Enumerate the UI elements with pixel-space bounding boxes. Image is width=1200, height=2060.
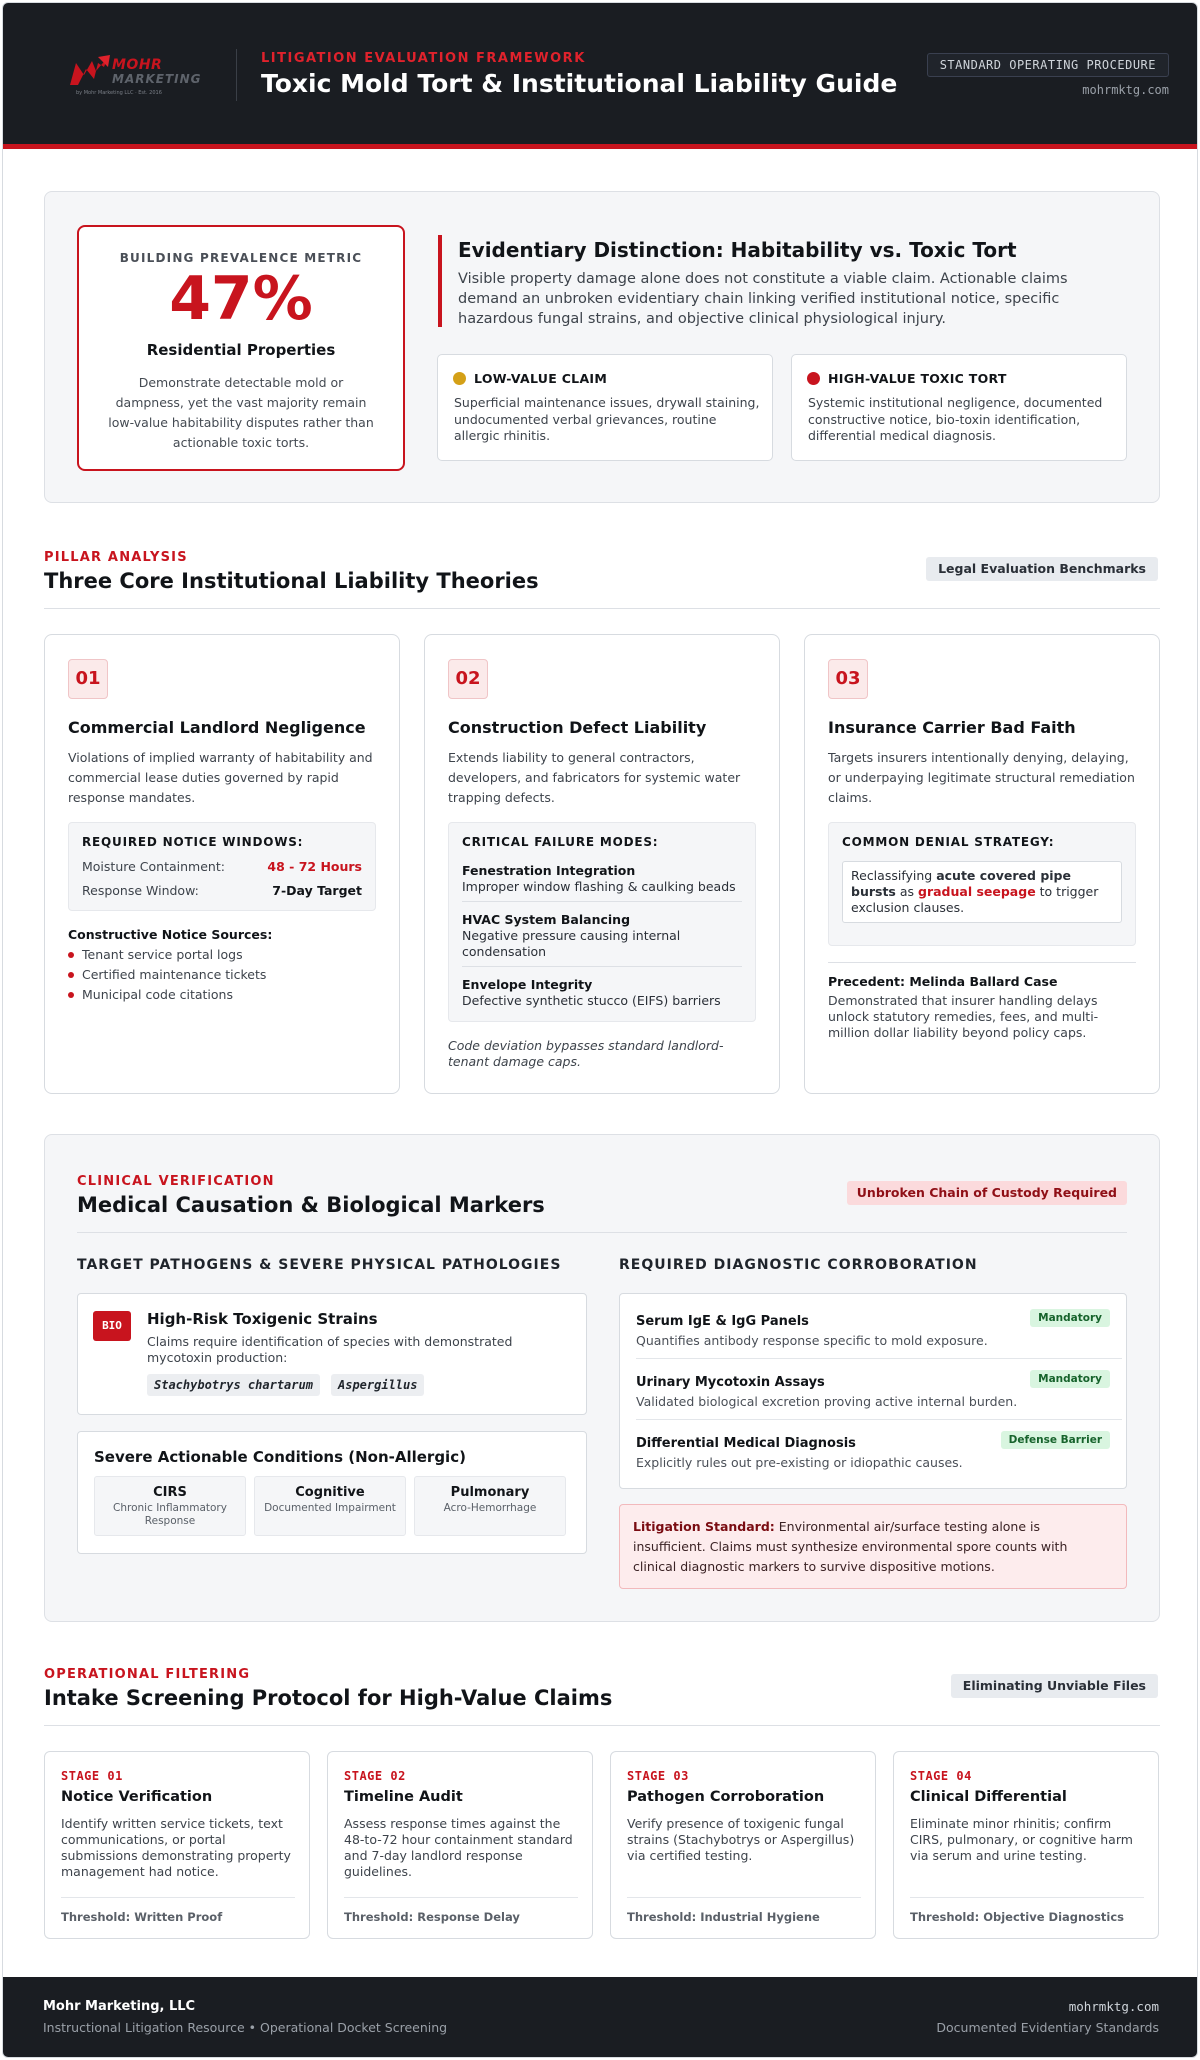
divider: [462, 966, 742, 967]
litigation-standard-text: Environmental air/surface testing alone is insufficient. Claims must synthesize environmental spore counts with clinical diagnostic markers to survive dispositive motions.: [633, 1519, 1068, 1574]
sop-badge: STANDARD OPERATING PROCEDURE: [927, 53, 1169, 77]
pillar-description: Violations of implied warranty of habitability and commercial lease duties governed by rapid response mandates.: [68, 750, 373, 805]
diagnostic-name: Urinary Mycotoxin Assays: [636, 1375, 825, 1390]
footer-company: Mohr Marketing, LLC: [43, 1999, 196, 2014]
divider: [910, 1897, 1144, 1898]
header-eyebrow: LITIGATION EVALUATION FRAMEWORK: [261, 51, 586, 66]
failure-mode-title: Fenestration Integration: [462, 863, 636, 878]
failure-modes-heading: CRITICAL FAILURE MODES:: [462, 835, 659, 849]
pillar-section-title: Three Core Institutional Liability Theories: [44, 569, 539, 593]
stage-title: Clinical Differential: [910, 1789, 1067, 1805]
page: [2, 2, 1198, 2058]
footer: [3, 1977, 1198, 2058]
metric-label: BUILDING PREVALENCE METRIC: [119, 251, 363, 265]
logo-word-secondary: MARKETING: [112, 72, 202, 86]
failure-mode-description: Improper window flashing & caulking beads: [462, 879, 736, 894]
condition-card-cirs: [94, 1476, 246, 1536]
litigation-standard-callout: [619, 1504, 1127, 1589]
stage-description: Eliminate minor rhinitis; confirm CIRS, pulmonary, or cognitive harm via serum and urine testing.: [910, 1816, 1133, 1863]
failure-mode-description: Defective synthetic stucco (EIFS) barriers: [462, 993, 721, 1008]
condition-card-cognitive: [254, 1476, 406, 1536]
failure-mode-title: Envelope Integrity: [462, 977, 593, 992]
footer-standard: Documented Evidentiary Standards: [936, 2020, 1159, 2035]
divider: [462, 901, 742, 902]
prevalence-metric-card: [77, 225, 405, 471]
red-dot-icon: [807, 372, 820, 385]
condition-subtitle: Acro-Hemorrhage: [443, 1502, 537, 1514]
denial-quote: [842, 861, 1122, 923]
pillar-number: 02: [448, 659, 488, 699]
strain-chip: Aspergillus: [331, 1374, 424, 1396]
stage-description: Verify presence of toxigenic fungal strains (Stachybotrys or Aspergillus) via certified testing.: [627, 1816, 855, 1863]
stage-description: Assess response times against the 48-to-72 hour containment standard and 7-day landlord response guidelines.: [344, 1816, 573, 1879]
screening-section-title: Intake Screening Protocol for High-Value Claims: [44, 1686, 613, 1710]
response-label: Response Window:: [82, 883, 199, 898]
stage-number: STAGE 03: [627, 1769, 689, 1783]
pillar-title: Commercial Landlord Negligence: [68, 718, 366, 737]
notice-windows-box: [68, 822, 376, 911]
requirement-badge: Mandatory: [1030, 1370, 1110, 1388]
pillar-description: Extends liability to general contractors, developers, and fabricators for systemic water trapping defects.: [448, 750, 741, 805]
condition-name: CIRS: [153, 1485, 187, 1500]
section-divider: [44, 1725, 1160, 1726]
logo-mark-icon: [68, 55, 112, 89]
section-divider: [44, 608, 1160, 609]
denial-strategy-box: [828, 822, 1136, 946]
accent-bar: [438, 235, 442, 327]
denial-strategy-heading: COMMON DENIAL STRATEGY:: [842, 835, 1055, 849]
page-title: Toxic Mold Tort & Institutional Liability Guide: [261, 69, 898, 98]
diagnostic-name: Serum IgE & IgG Panels: [636, 1314, 809, 1329]
high-value-claim-card: [791, 354, 1127, 461]
stage-threshold: Threshold: Objective Diagnostics: [910, 1910, 1125, 1924]
claim-title: LOW-VALUE CLAIM: [474, 371, 608, 386]
strains-description: Claims require identification of species with demonstrated mycotoxin production:: [147, 1334, 513, 1365]
claim-title: HIGH-VALUE TOXIC TORT: [828, 371, 1007, 386]
quote-highlight-text: gradual seepage: [918, 884, 1036, 899]
list-item-text: Certified maintenance tickets: [82, 967, 267, 982]
quote-text: as: [895, 884, 918, 899]
requirement-badge: Defense Barrier: [1001, 1431, 1110, 1449]
stage-number: STAGE 04: [910, 1769, 972, 1783]
severe-conditions-box: [77, 1431, 587, 1554]
diagnostic-description: Quantifies antibody response specific to mold exposure.: [636, 1333, 988, 1348]
condition-subtitle: Documented Impairment: [264, 1502, 396, 1514]
divider: [828, 962, 1136, 963]
list-item: [68, 987, 233, 1002]
failure-modes-box: [448, 822, 756, 1022]
diagnostic-description: Validated biological excretion proving active internal burden.: [636, 1394, 1018, 1409]
stage-card-timeline: [327, 1751, 593, 1939]
clinical-panel: [44, 1134, 1160, 1622]
moisture-label: Moisture Containment:: [82, 859, 225, 874]
biohazard-icon: BIO: [93, 1311, 131, 1341]
pillar-number: 03: [828, 659, 868, 699]
stage-threshold: Threshold: Written Proof: [61, 1910, 223, 1924]
stage-title: Pathogen Corroboration: [627, 1789, 825, 1805]
stage-card-clinical: [893, 1751, 1159, 1939]
quote-text: Reclassifying: [851, 868, 937, 883]
list-item: [68, 947, 243, 962]
stage-title: Timeline Audit: [344, 1789, 463, 1805]
pillar-card-construction: [424, 634, 780, 1094]
notice-windows-heading: REQUIRED NOTICE WINDOWS:: [82, 835, 304, 849]
diagnostics-box: [619, 1293, 1127, 1489]
stage-description: Identify written service tickets, text communications, or portal submissions demonstrating property management had notice.: [61, 1816, 291, 1879]
pillar-title: Construction Defect Liability: [448, 718, 707, 737]
pillar-description: Targets insurers intentionally denying, delaying, or underpaying legitimate structural remediation claims.: [828, 750, 1135, 805]
bullet-icon: [68, 952, 74, 958]
failure-mode-title: HVAC System Balancing: [462, 912, 631, 927]
chain-of-custody-badge: Unbroken Chain of Custody Required: [847, 1181, 1127, 1205]
header-divider: [236, 49, 237, 101]
divider: [636, 1358, 1122, 1359]
clinical-section-title: Medical Causation & Biological Markers: [77, 1193, 545, 1217]
hero-panel: [44, 191, 1160, 503]
low-value-claim-card: [437, 354, 773, 461]
metric-value: 47%: [169, 264, 313, 334]
footer-url[interactable]: mohrmktg.com: [1068, 1999, 1159, 2014]
quote-bold-text: acute covered pipe bursts: [851, 868, 1071, 899]
failure-mode-description: Negative pressure causing internal condensation: [462, 928, 681, 959]
code-deviation-note: Code deviation bypasses standard landlord-tenant damage caps.: [448, 1038, 724, 1069]
pillar-card-insurance: [804, 634, 1160, 1094]
claim-description: Superficial maintenance issues, drywall staining, undocumented verbal grievances, routine allergic rhinitis.: [454, 395, 760, 443]
conditions-title: Severe Actionable Conditions (Non-Allergic): [94, 1448, 466, 1466]
logo-word-primary: MOHR: [112, 57, 163, 73]
list-item: [68, 967, 266, 982]
list-item-text: Municipal code citations: [82, 987, 233, 1002]
pillar-title: Insurance Carrier Bad Faith: [828, 718, 1076, 737]
list-item-text: Tenant service portal logs: [82, 947, 243, 962]
metric-subject: Residential Properties: [146, 341, 336, 359]
stage-card-notice: [44, 1751, 310, 1939]
quote-text: to trigger exclusion clauses.: [851, 884, 1099, 915]
bullet-icon: [68, 972, 74, 978]
pillar-card-landlord: [44, 634, 400, 1094]
precedent-title: Precedent: Melinda Ballard Case: [828, 974, 1058, 989]
stage-number: STAGE 01: [61, 1769, 123, 1783]
screening-eyebrow: OPERATIONAL FILTERING: [44, 1667, 251, 1682]
condition-name: Pulmonary: [450, 1485, 530, 1500]
strains-title: High-Risk Toxigenic Strains: [147, 1310, 378, 1328]
condition-name: Cognitive: [295, 1485, 365, 1500]
metric-description: Demonstrate detectable mold or dampness, yet the vast majority remain low-value habitability disputes rather than actionable toxic torts.: [108, 375, 374, 450]
evidentiary-title: Evidentiary Distinction: Habitability vs. Toxic Tort: [458, 238, 1017, 262]
divider: [636, 1419, 1122, 1420]
stage-card-pathogen: [610, 1751, 876, 1939]
divider: [61, 1897, 295, 1898]
stage-threshold: Threshold: Response Delay: [344, 1910, 520, 1924]
divider: [627, 1897, 861, 1898]
litigation-standard-label: Litigation Standard:: [633, 1519, 775, 1534]
diagnostic-name: Differential Medical Diagnosis: [636, 1436, 856, 1451]
pathogens-heading: TARGET PATHOGENS & SEVERE PHYSICAL PATHOLOGIES: [77, 1257, 562, 1273]
clinical-eyebrow: CLINICAL VERIFICATION: [77, 1174, 275, 1189]
stage-threshold: Threshold: Industrial Hygiene: [627, 1910, 820, 1924]
notice-sources-title: Constructive Notice Sources:: [68, 927, 273, 942]
bullet-icon: [68, 992, 74, 998]
moisture-value: 48 - 72 Hours: [267, 859, 362, 874]
header: [3, 3, 1198, 149]
response-value: 7-Day Target: [272, 883, 362, 898]
footer-subtitle: Instructional Litigation Resource • Operational Docket Screening: [43, 2020, 448, 2035]
precedent-description: Demonstrated that insurer handling delays unlock statutory remedies, fees, and multi-million dollar liability beyond policy caps.: [828, 993, 1099, 1040]
company-logo[interactable]: [68, 55, 202, 97]
pillar-number: 01: [68, 659, 108, 699]
diagnostic-description: Explicitly rules out pre-existing or idiopathic causes.: [636, 1455, 963, 1470]
yellow-dot-icon: [453, 372, 466, 385]
requirement-badge: Mandatory: [1030, 1309, 1110, 1327]
evidentiary-description: Visible property damage alone does not constitute a viable claim. Actionable claims demand an unbroken evidentiary chain linking verified institutional notice, specific hazardous fungal strains, and objective clinical physiological injury.: [458, 271, 1068, 327]
toxigenic-strains-box: [77, 1293, 587, 1415]
benchmarks-badge: Legal Evaluation Benchmarks: [926, 557, 1158, 581]
unviable-files-badge: Eliminating Unviable Files: [951, 1674, 1158, 1698]
diagnostics-heading: REQUIRED DIAGNOSTIC CORROBORATION: [619, 1257, 978, 1273]
condition-subtitle: Chronic Inflammatory Response: [113, 1502, 227, 1527]
logo-tagline: by Mohr Marketing LLC · Est. 2016: [76, 90, 162, 96]
strain-chip: Stachybotrys chartarum: [147, 1374, 320, 1396]
stage-title: Notice Verification: [61, 1789, 213, 1805]
divider: [344, 1897, 578, 1898]
condition-card-pulmonary: [414, 1476, 566, 1536]
pillar-eyebrow: PILLAR ANALYSIS: [44, 550, 188, 565]
stage-number: STAGE 02: [344, 1769, 406, 1783]
section-divider: [77, 1232, 1127, 1233]
header-url[interactable]: mohrmktg.com: [1082, 83, 1169, 97]
claim-description: Systemic institutional negligence, documented constructive notice, bio-toxin identification, differential medical diagnosis.: [808, 395, 1103, 443]
